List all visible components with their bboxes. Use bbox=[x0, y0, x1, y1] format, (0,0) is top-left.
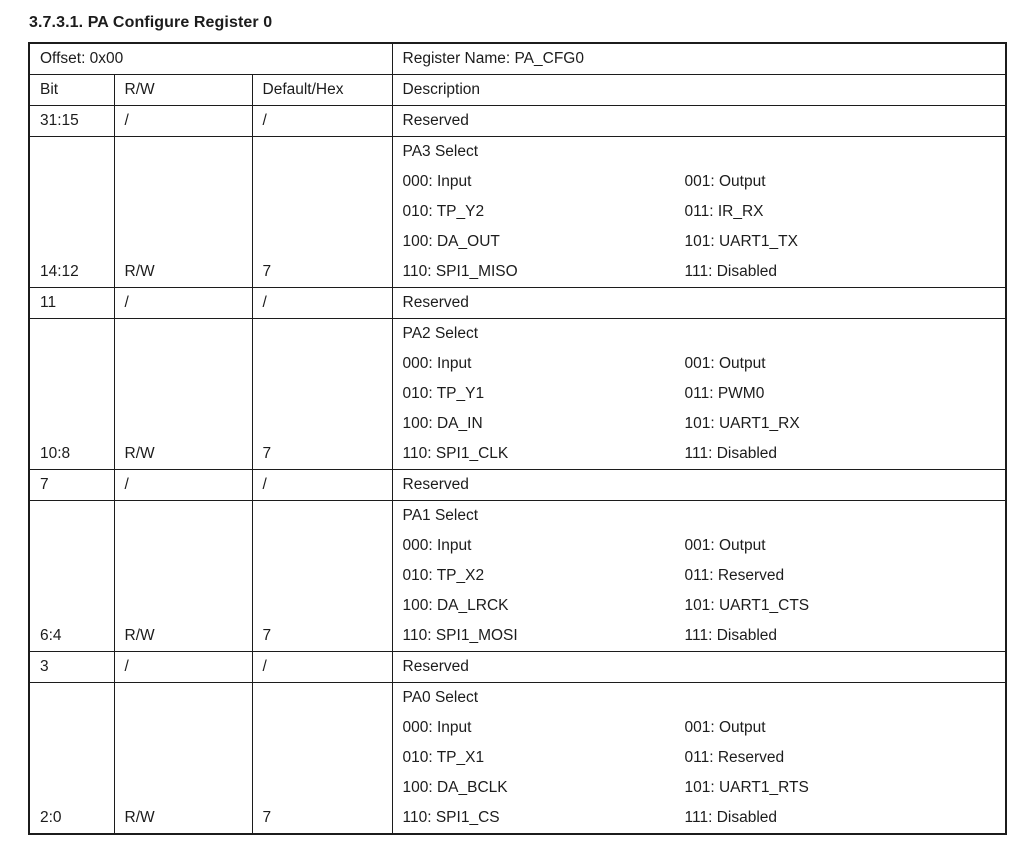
option-left: 010: TP_Y1 bbox=[402, 385, 485, 402]
offset-cell: Offset: 0x00 bbox=[29, 43, 392, 75]
option-line bbox=[403, 197, 1000, 227]
option-left: 000: Input bbox=[402, 173, 472, 190]
bit-cell: 31:15 bbox=[29, 106, 114, 137]
column-header-default: Default/Hex bbox=[252, 75, 392, 106]
option-left: 110: SPI1_MISO bbox=[402, 263, 518, 280]
option-line bbox=[403, 227, 1000, 257]
option-line bbox=[403, 439, 1000, 469]
table-row bbox=[29, 319, 1006, 470]
option-right: 011: IR_RX bbox=[684, 203, 764, 220]
option-left: 100: DA_IN bbox=[402, 415, 483, 432]
option-left: 010: TP_Y2 bbox=[402, 203, 485, 220]
default-cell: / bbox=[252, 652, 392, 683]
column-header-rw: R/W bbox=[114, 75, 252, 106]
option-right: 111: Disabled bbox=[684, 445, 778, 462]
description-cell bbox=[392, 501, 1006, 652]
option-line bbox=[403, 743, 1000, 773]
description-cell: Reserved bbox=[392, 288, 1006, 319]
description-cell bbox=[392, 137, 1006, 288]
rw-cell: R/W bbox=[114, 319, 252, 470]
rw-cell: / bbox=[114, 470, 252, 501]
option-right: 011: Reserved bbox=[684, 567, 785, 584]
option-right: 001: Output bbox=[684, 537, 766, 554]
option-left: 110: SPI1_MOSI bbox=[402, 627, 518, 644]
column-header-bit: Bit bbox=[29, 75, 114, 106]
option-line bbox=[403, 591, 1000, 621]
option-right: 001: Output bbox=[684, 173, 766, 190]
option-line bbox=[403, 379, 1000, 409]
option-left: 010: TP_X2 bbox=[402, 567, 485, 584]
default-cell: 7 bbox=[252, 137, 392, 288]
rw-cell: / bbox=[114, 288, 252, 319]
table-row bbox=[29, 288, 1006, 319]
option-right: 111: Disabled bbox=[684, 627, 778, 644]
bit-cell: 6:4 bbox=[29, 501, 114, 652]
bit-cell: 7 bbox=[29, 470, 114, 501]
default-cell: 7 bbox=[252, 501, 392, 652]
description-cell: Reserved bbox=[392, 652, 1006, 683]
register-table bbox=[28, 42, 1007, 835]
option-right: 001: Output bbox=[684, 719, 766, 736]
option-left: 000: Input bbox=[402, 355, 472, 372]
option-right: 111: Disabled bbox=[684, 263, 778, 280]
option-left: 010: TP_X1 bbox=[402, 749, 485, 766]
default-cell: / bbox=[252, 470, 392, 501]
rw-cell: R/W bbox=[114, 501, 252, 652]
option-line bbox=[403, 531, 1000, 561]
table-row bbox=[29, 501, 1006, 652]
table-row bbox=[29, 137, 1006, 288]
option-left: 000: Input bbox=[402, 537, 472, 554]
column-header-description: Description bbox=[392, 75, 1006, 106]
select-title: PA0 Select bbox=[402, 689, 479, 706]
bit-cell: 11 bbox=[29, 288, 114, 319]
default-cell: / bbox=[252, 288, 392, 319]
rw-cell: / bbox=[114, 106, 252, 137]
default-cell: / bbox=[252, 106, 392, 137]
option-right: 111: Disabled bbox=[684, 809, 778, 826]
option-line bbox=[403, 713, 1000, 743]
description-cell bbox=[392, 319, 1006, 470]
option-right: 011: Reserved bbox=[684, 749, 785, 766]
table-row bbox=[29, 470, 1006, 501]
option-left: 100: DA_LRCK bbox=[402, 597, 509, 614]
select-title: PA1 Select bbox=[402, 507, 479, 524]
bit-cell: 2:0 bbox=[29, 683, 114, 835]
default-cell: 7 bbox=[252, 319, 392, 470]
rw-cell: R/W bbox=[114, 683, 252, 835]
table-row bbox=[29, 106, 1006, 137]
option-left: 110: SPI1_CS bbox=[402, 809, 500, 826]
option-left: 000: Input bbox=[402, 719, 472, 736]
section-title: 3.7.3.1. PA Configure Register 0 bbox=[29, 14, 273, 31]
option-left: 100: DA_BCLK bbox=[402, 779, 508, 796]
description-cell: Reserved bbox=[392, 106, 1006, 137]
option-line bbox=[403, 257, 1000, 287]
offset-row bbox=[29, 43, 1006, 75]
description-cell bbox=[392, 683, 1006, 835]
option-right: 101: UART1_TX bbox=[684, 233, 798, 250]
option-right: 101: UART1_RTS bbox=[684, 779, 809, 796]
option-line bbox=[403, 621, 1000, 651]
register-name-cell: Register Name: PA_CFG0 bbox=[392, 43, 1006, 75]
option-line bbox=[403, 349, 1000, 379]
option-right: 001: Output bbox=[684, 355, 766, 372]
option-left: 100: DA_OUT bbox=[402, 233, 500, 250]
select-title: PA2 Select bbox=[402, 325, 479, 342]
description-cell: Reserved bbox=[392, 470, 1006, 501]
option-right: 011: PWM0 bbox=[684, 385, 765, 402]
option-line bbox=[403, 773, 1000, 803]
option-right: 101: UART1_RX bbox=[684, 415, 800, 432]
default-cell: 7 bbox=[252, 683, 392, 835]
column-header-row bbox=[29, 75, 1006, 106]
table-row bbox=[29, 683, 1006, 835]
option-line bbox=[403, 167, 1000, 197]
option-line bbox=[403, 409, 1000, 439]
bit-cell: 10:8 bbox=[29, 319, 114, 470]
bit-cell: 3 bbox=[29, 652, 114, 683]
bit-cell: 14:12 bbox=[29, 137, 114, 288]
rw-cell: / bbox=[114, 652, 252, 683]
option-left: 110: SPI1_CLK bbox=[402, 445, 509, 462]
table-row bbox=[29, 652, 1006, 683]
option-line bbox=[403, 561, 1000, 591]
option-line bbox=[403, 803, 1000, 833]
rw-cell: R/W bbox=[114, 137, 252, 288]
select-title: PA3 Select bbox=[402, 143, 479, 160]
option-right: 101: UART1_CTS bbox=[684, 597, 810, 614]
